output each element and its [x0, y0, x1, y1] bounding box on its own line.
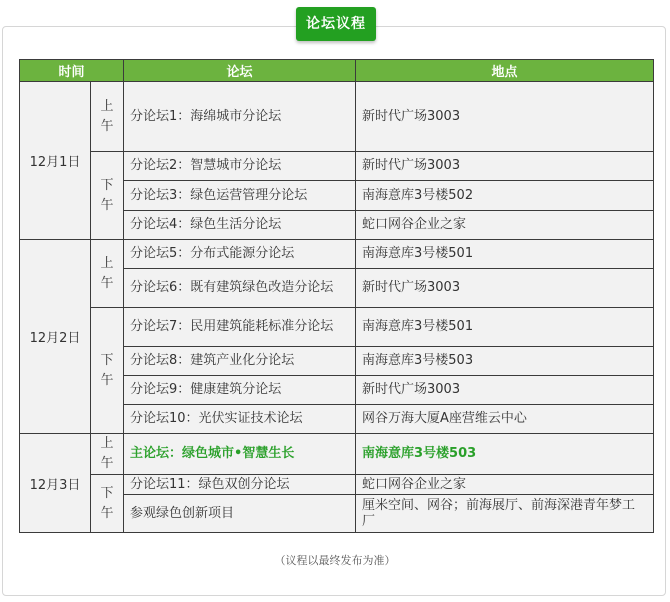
- header-forum: 论坛: [124, 60, 356, 82]
- place-cell: 蛇口网谷企业之家: [356, 211, 654, 240]
- place-cell: 南海意库3号楼501: [356, 308, 654, 347]
- forum-cell: 分论坛10：光伏实证技术论坛: [124, 405, 356, 434]
- agenda-table: [19, 59, 654, 533]
- place-cell: 南海意库3号楼501: [356, 240, 654, 269]
- forum-cell: 分论坛4：绿色生活分论坛: [124, 211, 356, 240]
- forum-cell: 分论坛2：智慧城市分论坛: [124, 152, 356, 181]
- table-row: [20, 475, 654, 495]
- main-forum-place-cell: 南海意库3号楼503: [356, 434, 654, 475]
- place-cell: 南海意库3号楼502: [356, 181, 654, 211]
- header-time: 时间: [20, 60, 124, 82]
- forum-cell: 分论坛7：民用建筑能耗标准分论坛: [124, 308, 356, 347]
- forum-cell: 参观绿色创新项目: [124, 495, 356, 533]
- place-cell: 网谷万海大厦A座营维云中心: [356, 405, 654, 434]
- period-cell: 上午: [91, 82, 124, 152]
- header-place: 地点: [356, 60, 654, 82]
- forum-cell: 分论坛9：健康建筑分论坛: [124, 376, 356, 405]
- date-cell: 12月2日: [20, 240, 91, 434]
- period-cell: 上午: [91, 240, 124, 308]
- period-cell: 下午: [91, 308, 124, 434]
- forum-cell: 分论坛6：既有建筑绿色改造分论坛: [124, 269, 356, 308]
- footnote: （议程以最终发布为准）: [274, 554, 396, 567]
- place-cell: 厘米空间、网谷；前海展厅、前海深港青年梦工厂: [356, 495, 654, 533]
- date-cell: 12月1日: [20, 82, 91, 240]
- table-row: [20, 82, 654, 152]
- period-cell: 下午: [91, 152, 124, 240]
- main-forum-cell: 主论坛：绿色城市•智慧生长: [124, 434, 356, 475]
- forum-cell: 分论坛11：绿色双创分论坛: [124, 475, 356, 495]
- date-cell: 12月3日: [20, 434, 91, 533]
- forum-cell: 分论坛3：绿色运营管理分论坛: [124, 181, 356, 211]
- table-row: [20, 240, 654, 269]
- forum-cell: 分论坛5：分布式能源分论坛: [124, 240, 356, 269]
- forum-cell: 分论坛1：海绵城市分论坛: [124, 82, 356, 152]
- page-title: 论坛议程: [296, 7, 376, 41]
- place-cell: 南海意库3号楼503: [356, 347, 654, 376]
- place-cell: 新时代广场3003: [356, 269, 654, 308]
- table-row: [20, 308, 654, 347]
- place-cell: 新时代广场3003: [356, 376, 654, 405]
- table-header-row: [20, 60, 654, 82]
- table-row: [20, 434, 654, 475]
- table-row: [20, 152, 654, 181]
- period-cell: 下午: [91, 475, 124, 533]
- place-cell: 新时代广场3003: [356, 82, 654, 152]
- place-cell: 蛇口网谷企业之家: [356, 475, 654, 495]
- forum-cell: 分论坛8：建筑产业化分论坛: [124, 347, 356, 376]
- period-cell: 上午: [91, 434, 124, 475]
- place-cell: 新时代广场3003: [356, 152, 654, 181]
